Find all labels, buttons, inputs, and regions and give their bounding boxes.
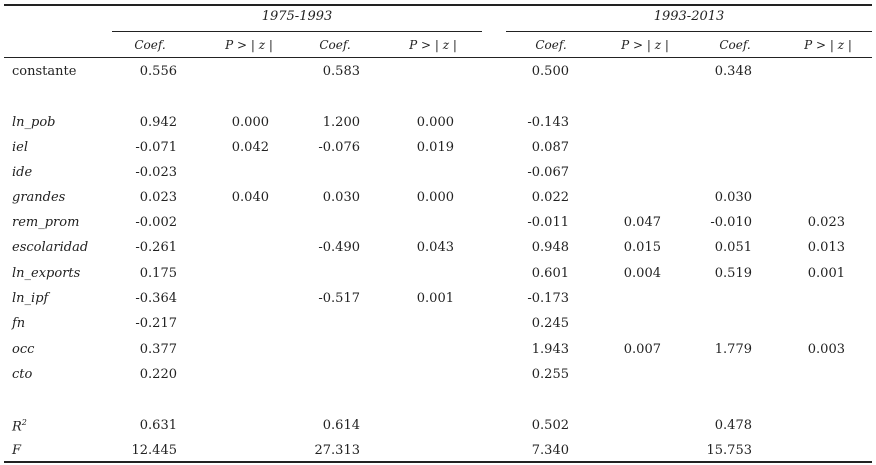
period-rule-1 [112,31,482,32]
table-cell: 0.087 [531,140,569,155]
row-label: constante [12,64,77,79]
header-rule [4,57,872,58]
f-stat-row [0,439,876,461]
column-header: Coef. [319,38,351,52]
table-cell: 0.348 [714,64,752,79]
row-label: ide [12,165,33,180]
table-cell: -0.364 [135,291,177,306]
table-bottom-rule [4,461,872,463]
table-cell: 0.583 [322,64,360,79]
table-row [0,236,876,258]
table-cell: 0.245 [531,316,569,331]
row-label: $R^2$ [12,418,27,435]
table-cell: 0.013 [807,240,845,255]
table-cell: 7.340 [531,443,569,458]
column-header: Coef. [535,38,567,52]
table-cell: -0.490 [318,240,360,255]
row-label: rem_prom [12,215,80,230]
column-header: P > | z | [621,38,669,52]
r2-row [0,414,876,436]
table-row [0,363,876,385]
table-cell: 0.942 [139,115,177,130]
table-cell: 0.220 [139,367,177,382]
table-top-rule [4,4,872,6]
table-cell: -0.067 [527,165,569,180]
column-header: P > | z | [409,38,457,52]
row-label: occ [12,342,35,357]
table-cell: 0.000 [416,190,454,205]
table-cell: 0.502 [531,418,569,433]
table-cell: 1.779 [714,342,752,357]
table-row [0,60,876,82]
table-cell: 0.023 [139,190,177,205]
table-cell: 15.753 [706,443,752,458]
table-cell: -0.076 [318,140,360,155]
row-label: cto [12,367,33,382]
column-header: P > | z | [225,38,273,52]
row-label: escolaridad [12,240,89,255]
table-cell: 0.022 [531,190,569,205]
table-cell: 0.001 [416,291,454,306]
row-label: iel [12,140,29,155]
table-cell: -0.011 [527,215,569,230]
table-cell: -0.517 [318,291,360,306]
table-cell: 0.004 [623,266,661,281]
table-cell: -0.261 [135,240,177,255]
table-cell: 0.030 [322,190,360,205]
table-cell: -0.173 [527,291,569,306]
table-row [0,161,876,183]
table-row [0,287,876,309]
table-cell: 0.614 [322,418,360,433]
column-header: Coef. [134,38,166,52]
table-row [0,338,876,360]
period-header-1: 1975-1993 [261,9,333,24]
row-label: fn [12,316,26,331]
table-row [0,136,876,158]
table-cell: 1.943 [531,342,569,357]
row-label: grandes [12,190,66,205]
table-cell: 0.631 [139,418,177,433]
period-header-2: 1993-2013 [653,9,725,24]
table-cell: -0.071 [135,140,177,155]
table-cell: -0.023 [135,165,177,180]
table-cell: 0.003 [807,342,845,357]
table-cell: 0.007 [623,342,661,357]
column-header: P > | z | [804,38,852,52]
table-cell: 0.175 [139,266,177,281]
row-label: ln_pob [12,115,56,130]
table-cell: 0.051 [714,240,752,255]
row-label: ln_exports [12,266,81,281]
column-header: Coef. [719,38,751,52]
table-cell: 0.948 [531,240,569,255]
table-cell: 0.519 [714,266,752,281]
row-label: F [12,443,22,458]
table-row [0,211,876,233]
table-cell: 12.445 [131,443,177,458]
table-cell: 0.000 [231,115,269,130]
table-cell: 0.042 [231,140,269,155]
table-cell: -0.010 [710,215,752,230]
table-cell: 0.556 [139,64,177,79]
table-cell: 0.377 [139,342,177,357]
table-cell: 0.030 [714,190,752,205]
table-cell: 1.200 [322,115,360,130]
table-row [0,111,876,133]
table-cell: 0.000 [416,115,454,130]
table-cell: 0.001 [807,266,845,281]
table-cell: -0.002 [135,215,177,230]
table-cell: 0.601 [531,266,569,281]
table-cell: 0.015 [623,240,661,255]
table-row [0,262,876,284]
table-cell: 0.019 [416,140,454,155]
table-row [0,312,876,334]
period-rule-2 [506,31,872,32]
table-cell: 0.478 [714,418,752,433]
table-cell: 0.043 [416,240,454,255]
table-row [0,186,876,208]
table-cell: 0.255 [531,367,569,382]
table-cell: 0.500 [531,64,569,79]
table-cell: 0.040 [231,190,269,205]
table-cell: 0.047 [623,215,661,230]
table-cell: -0.143 [527,115,569,130]
table-cell: 0.023 [807,215,845,230]
table-cell: -0.217 [135,316,177,331]
table-cell: 27.313 [314,443,360,458]
row-label: ln_ipf [12,291,49,306]
row-label-superscript: 2 [21,418,27,427]
